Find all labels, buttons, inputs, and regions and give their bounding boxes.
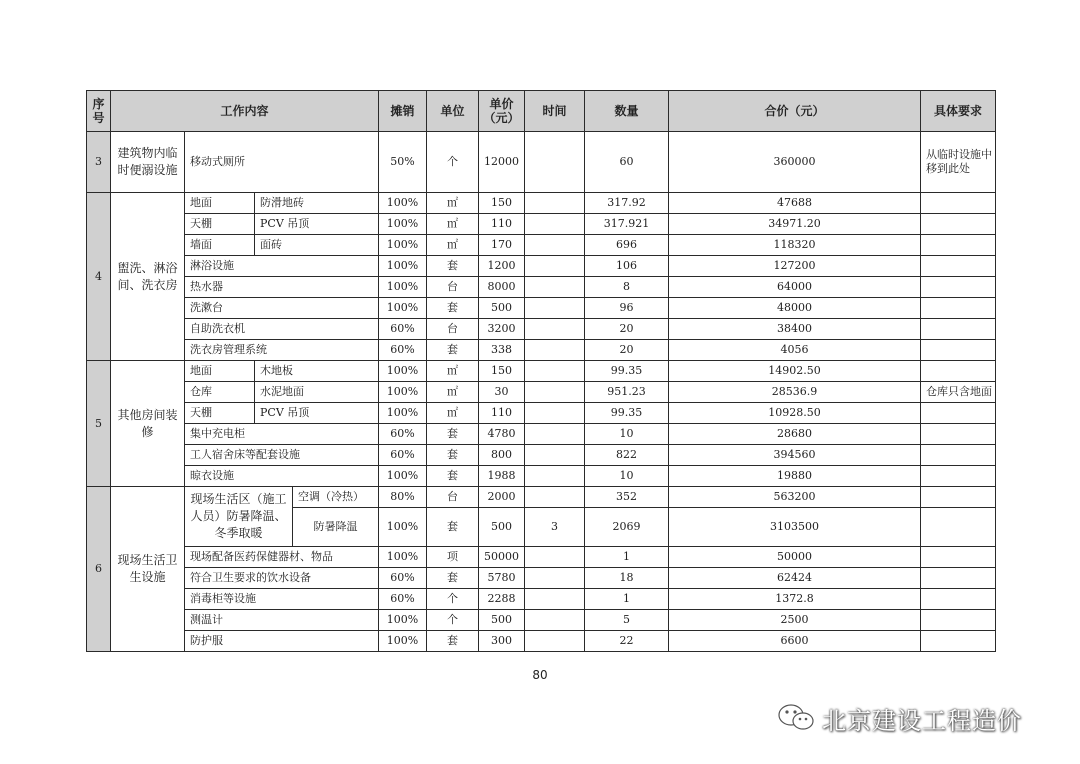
req-cell — [921, 445, 996, 466]
qty-cell: 1 — [585, 589, 669, 610]
amort-cell: 100% — [379, 547, 427, 568]
req-cell — [921, 277, 996, 298]
wechat-icon — [776, 702, 816, 734]
seq-cell: 5 — [87, 361, 111, 487]
total-cell: 19880 — [669, 466, 921, 487]
qty-cell: 106 — [585, 256, 669, 277]
qty-cell: 99.35 — [585, 361, 669, 382]
amort-cell: 60% — [379, 340, 427, 361]
req-cell — [921, 256, 996, 277]
sub-item-cell: 木地板 — [255, 361, 379, 382]
sub-item-cell: 空调（冷热） — [293, 487, 379, 508]
unit-cell: ㎡ — [427, 403, 479, 424]
unit-cell: 项 — [427, 547, 479, 568]
time-cell — [525, 132, 585, 193]
req-cell — [921, 589, 996, 610]
unit-cell: 套 — [427, 631, 479, 652]
item-cell: 消毒柜等设施 — [185, 589, 379, 610]
req-cell — [921, 340, 996, 361]
price-cell: 2000 — [479, 487, 525, 508]
amort-cell: 60% — [379, 589, 427, 610]
unit-cell: 套 — [427, 445, 479, 466]
time-cell — [525, 547, 585, 568]
seq-cell: 6 — [87, 487, 111, 652]
price-cell: 110 — [479, 403, 525, 424]
merged-item-cell: 现场生活区（施工人员）防暑降温、冬季取暖 — [185, 487, 293, 547]
item-cell: 墙面 — [185, 235, 255, 256]
total-cell: 394560 — [669, 445, 921, 466]
seq-cell: 4 — [87, 193, 111, 361]
table-row — [87, 256, 996, 277]
category-cell: 建筑物内临时便溺设施 — [111, 132, 185, 193]
qty-cell: 20 — [585, 340, 669, 361]
sub-item-cell: 水泥地面 — [255, 382, 379, 403]
price-cell: 5780 — [479, 568, 525, 589]
category-cell: 其他房间装修 — [111, 361, 185, 487]
unit-cell: 个 — [427, 132, 479, 193]
total-cell: 127200 — [669, 256, 921, 277]
table-row — [87, 361, 996, 382]
item-cell: 移动式厕所 — [185, 132, 379, 193]
price-cell: 8000 — [479, 277, 525, 298]
table-row — [87, 235, 996, 256]
req-cell — [921, 508, 996, 547]
time-cell — [525, 298, 585, 319]
time-cell — [525, 256, 585, 277]
qty-cell: 951.23 — [585, 382, 669, 403]
amort-cell: 60% — [379, 319, 427, 340]
item-cell: 洗漱台 — [185, 298, 379, 319]
req-cell — [921, 214, 996, 235]
amort-cell: 60% — [379, 424, 427, 445]
price-cell: 500 — [479, 298, 525, 319]
unit-cell: 套 — [427, 298, 479, 319]
qty-cell: 317.92 — [585, 193, 669, 214]
time-cell — [525, 382, 585, 403]
req-cell — [921, 631, 996, 652]
req-cell — [921, 487, 996, 508]
price-cell: 150 — [479, 193, 525, 214]
req-cell — [921, 319, 996, 340]
total-cell: 4056 — [669, 340, 921, 361]
time-cell — [525, 631, 585, 652]
total-cell: 62424 — [669, 568, 921, 589]
time-cell — [525, 319, 585, 340]
watermark-text: 北京建设工程造价 — [822, 706, 1022, 735]
total-cell: 10928.50 — [669, 403, 921, 424]
time-cell — [525, 340, 585, 361]
qty-cell: 696 — [585, 235, 669, 256]
total-cell: 2500 — [669, 610, 921, 631]
item-cell: 地面 — [185, 361, 255, 382]
total-cell: 3103500 — [669, 508, 921, 547]
table-row — [87, 631, 996, 652]
amort-cell: 50% — [379, 132, 427, 193]
amort-cell: 100% — [379, 631, 427, 652]
price-cell: 2288 — [479, 589, 525, 610]
qty-cell: 99.35 — [585, 403, 669, 424]
unit-cell: ㎡ — [427, 193, 479, 214]
total-cell: 47688 — [669, 193, 921, 214]
amort-cell: 100% — [379, 193, 427, 214]
time-cell — [525, 424, 585, 445]
req-cell: 从临时设施中移到此处 — [921, 132, 996, 193]
req-cell — [921, 547, 996, 568]
item-cell: 热水器 — [185, 277, 379, 298]
req-cell — [921, 466, 996, 487]
total-cell: 6600 — [669, 631, 921, 652]
req-cell — [921, 568, 996, 589]
req-cell — [921, 403, 996, 424]
table-row — [87, 445, 996, 466]
qty-cell: 10 — [585, 424, 669, 445]
price-cell: 3200 — [479, 319, 525, 340]
header-unit: 单位 — [427, 91, 479, 132]
price-cell: 170 — [479, 235, 525, 256]
qty-cell: 18 — [585, 568, 669, 589]
amort-cell: 100% — [379, 361, 427, 382]
price-cell: 338 — [479, 340, 525, 361]
price-cell: 500 — [479, 610, 525, 631]
header-time: 时间 — [525, 91, 585, 132]
sub-item-cell: 面砖 — [255, 235, 379, 256]
amort-cell: 100% — [379, 382, 427, 403]
qty-cell: 352 — [585, 487, 669, 508]
item-cell: 洗衣房管理系统 — [185, 340, 379, 361]
unit-cell: 套 — [427, 340, 479, 361]
total-cell: 360000 — [669, 132, 921, 193]
header-price-line2: （元） — [483, 111, 520, 125]
time-cell — [525, 610, 585, 631]
unit-cell: ㎡ — [427, 361, 479, 382]
price-cell: 1988 — [479, 466, 525, 487]
unit-cell: 个 — [427, 610, 479, 631]
qty-cell: 60 — [585, 132, 669, 193]
time-cell — [525, 361, 585, 382]
unit-cell: ㎡ — [427, 214, 479, 235]
req-cell — [921, 610, 996, 631]
amort-cell: 100% — [379, 403, 427, 424]
unit-cell: 台 — [427, 277, 479, 298]
time-cell — [525, 466, 585, 487]
unit-cell: ㎡ — [427, 235, 479, 256]
unit-cell: 台 — [427, 319, 479, 340]
item-cell: 自助洗衣机 — [185, 319, 379, 340]
req-cell — [921, 235, 996, 256]
item-cell: 天棚 — [185, 214, 255, 235]
category-cell: 现场生活卫生设施 — [111, 487, 185, 652]
table-row — [87, 214, 996, 235]
unit-cell: ㎡ — [427, 382, 479, 403]
table-row — [87, 610, 996, 631]
qty-cell: 317.921 — [585, 214, 669, 235]
amort-cell: 100% — [379, 214, 427, 235]
qty-cell: 22 — [585, 631, 669, 652]
price-cell: 30 — [479, 382, 525, 403]
table-row — [87, 319, 996, 340]
total-cell: 14902.50 — [669, 361, 921, 382]
qty-cell: 5 — [585, 610, 669, 631]
amort-cell: 100% — [379, 508, 427, 547]
unit-cell: 个 — [427, 589, 479, 610]
qty-cell: 96 — [585, 298, 669, 319]
table-row — [87, 547, 996, 568]
amort-cell: 80% — [379, 487, 427, 508]
unit-cell: 套 — [427, 508, 479, 547]
req-cell — [921, 424, 996, 445]
amort-cell: 60% — [379, 568, 427, 589]
qty-cell: 1 — [585, 547, 669, 568]
table-row — [87, 132, 996, 193]
category-cell: 盥洗、淋浴间、洗衣房 — [111, 193, 185, 361]
amort-cell: 100% — [379, 466, 427, 487]
header-price — [479, 91, 525, 132]
page-number: 80 — [532, 668, 548, 682]
table-row — [87, 466, 996, 487]
header-row — [87, 91, 996, 132]
item-cell: 工人宿舍床等配套设施 — [185, 445, 379, 466]
header-qty: 数量 — [585, 91, 669, 132]
header-seq: 序号 — [87, 91, 111, 132]
total-cell: 118320 — [669, 235, 921, 256]
req-cell — [921, 298, 996, 319]
total-cell: 50000 — [669, 547, 921, 568]
qty-cell: 10 — [585, 466, 669, 487]
time-cell — [525, 193, 585, 214]
price-cell: 800 — [479, 445, 525, 466]
table-row — [87, 487, 996, 508]
table-row — [87, 277, 996, 298]
total-cell: 28536.9 — [669, 382, 921, 403]
table-row — [87, 382, 996, 403]
amort-cell: 100% — [379, 277, 427, 298]
total-cell: 34971.20 — [669, 214, 921, 235]
req-cell — [921, 193, 996, 214]
item-cell: 淋浴设施 — [185, 256, 379, 277]
req-cell — [921, 361, 996, 382]
sub-item-cell: PCV 吊顶 — [255, 403, 379, 424]
item-cell: 晾衣设施 — [185, 466, 379, 487]
total-cell: 38400 — [669, 319, 921, 340]
time-cell — [525, 403, 585, 424]
total-cell: 1372.8 — [669, 589, 921, 610]
sub-item-cell: PCV 吊顶 — [255, 214, 379, 235]
time-cell — [525, 589, 585, 610]
time-cell: 3 — [525, 508, 585, 547]
time-cell — [525, 445, 585, 466]
total-cell: 563200 — [669, 487, 921, 508]
total-cell: 64000 — [669, 277, 921, 298]
time-cell — [525, 214, 585, 235]
seq-cell: 3 — [87, 132, 111, 193]
table-row — [87, 424, 996, 445]
amort-cell: 100% — [379, 235, 427, 256]
price-cell: 150 — [479, 361, 525, 382]
header-amort: 摊销 — [379, 91, 427, 132]
table-row — [87, 298, 996, 319]
item-cell: 集中充电柜 — [185, 424, 379, 445]
time-cell — [525, 235, 585, 256]
item-cell: 天棚 — [185, 403, 255, 424]
unit-cell: 套 — [427, 466, 479, 487]
time-cell — [525, 487, 585, 508]
price-cell: 12000 — [479, 132, 525, 193]
req-cell: 仓库只含地面 — [921, 382, 996, 403]
price-cell: 110 — [479, 214, 525, 235]
time-cell — [525, 568, 585, 589]
header-content: 工作内容 — [111, 91, 379, 132]
price-cell: 50000 — [479, 547, 525, 568]
item-cell: 地面 — [185, 193, 255, 214]
table-row — [87, 589, 996, 610]
unit-cell: 套 — [427, 256, 479, 277]
qty-cell: 822 — [585, 445, 669, 466]
table-row — [87, 403, 996, 424]
header-total: 合价（元） — [669, 91, 921, 132]
unit-cell: 套 — [427, 568, 479, 589]
cost-table — [86, 90, 996, 652]
item-cell: 测温计 — [185, 610, 379, 631]
table-row — [87, 568, 996, 589]
unit-cell: 套 — [427, 424, 479, 445]
header-price-line1: 单价 — [489, 97, 514, 111]
unit-cell: 台 — [427, 487, 479, 508]
amort-cell: 100% — [379, 610, 427, 631]
amort-cell: 100% — [379, 256, 427, 277]
amort-cell: 100% — [379, 298, 427, 319]
item-cell: 防护服 — [185, 631, 379, 652]
qty-cell: 8 — [585, 277, 669, 298]
table-row — [87, 193, 996, 214]
qty-cell: 20 — [585, 319, 669, 340]
header-req: 具体要求 — [921, 91, 996, 132]
watermark — [776, 700, 1022, 736]
price-cell: 500 — [479, 508, 525, 547]
item-cell: 符合卫生要求的饮水设备 — [185, 568, 379, 589]
item-cell: 仓库 — [185, 382, 255, 403]
qty-cell: 2069 — [585, 508, 669, 547]
price-cell: 1200 — [479, 256, 525, 277]
price-cell: 4780 — [479, 424, 525, 445]
table-row — [87, 340, 996, 361]
amort-cell: 60% — [379, 445, 427, 466]
sub-item-cell: 防暑降温 — [293, 508, 379, 547]
total-cell: 28680 — [669, 424, 921, 445]
total-cell: 48000 — [669, 298, 921, 319]
sub-item-cell: 防滑地砖 — [255, 193, 379, 214]
time-cell — [525, 277, 585, 298]
item-cell: 现场配备医药保健器材、物品 — [185, 547, 379, 568]
price-cell: 300 — [479, 631, 525, 652]
